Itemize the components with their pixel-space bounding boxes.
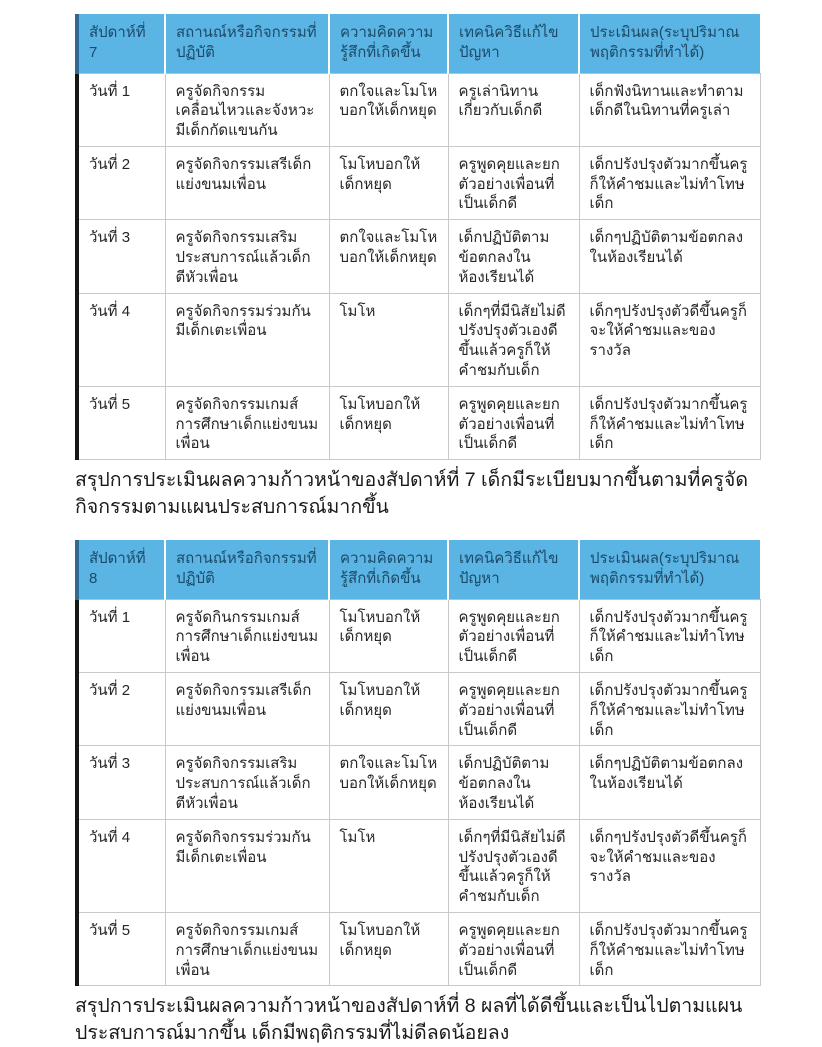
table-row [77, 599, 760, 672]
cell-situation: ครูจัดกิจกรรมเสริมประสบการณ์แล้วเด็กตีหัวเพื่อน [165, 220, 329, 293]
cell-feelings: ตกใจและโมโหบอกให้เด็กหยุด [329, 73, 448, 146]
cell-evaluation: เด็กปรังปรุงตัวมากขึ้นครูก็ให้คำชมและไม่ทำโทษเด็ก [579, 672, 760, 745]
cell-situation: ครูจัดกิจกรรมเกมส์การศึกษาเด็กแย่งขนมเพื่อน [165, 386, 329, 459]
cell-evaluation: เด็กๆปฏิบัติตามข้อตกลงในห้องเรียนได้ [579, 220, 760, 293]
cell-day: วันที่ 3 [77, 746, 165, 819]
cell-feelings: โมโหบอกให้เด็กหยุด [329, 672, 448, 745]
week7-header-week: สัปดาห์ที่ 7 [77, 14, 165, 73]
cell-situation: ครูจัดกิจกรรมเกมส์การศึกษาเด็กแย่งขนมเพื่อน [165, 912, 329, 985]
table-row [77, 819, 760, 912]
table-row [77, 386, 760, 459]
cell-evaluation: เด็กๆปฏิบัติตามข้อตกลงในห้องเรียนได้ [579, 746, 760, 819]
cell-feelings: ตกใจและโมโหบอกให้เด็กหยุด [329, 220, 448, 293]
table-row [77, 672, 760, 745]
cell-evaluation: เด็กปรังปรุงตัวมากขึ้นครูก็ให้คำชมและไม่ทำโทษเด็ก [579, 912, 760, 985]
week8-header-row [77, 540, 760, 599]
cell-situation: ครูจัดกิจกรรมเคลื่อนไหวและจังหวะมีเด็กกัดแขนกัน [165, 73, 329, 146]
cell-technique: ครูพูดคุยและยกตัวอย่างเพื่อนที่เป็นเด็กดี [448, 672, 579, 745]
cell-situation: ครูจัดกิจกรรมร่วมกันมีเด็กเตะเพื่อน [165, 293, 329, 386]
week7-table [75, 14, 761, 460]
cell-feelings: โมโห [329, 819, 448, 912]
cell-day: วันที่ 5 [77, 386, 165, 459]
cell-technique: ครูเล่านิทานเกี่ยวกับเด็กดี [448, 73, 579, 146]
cell-technique: ครูพูดคุยและยกตัวอย่างเพื่อนที่เป็นเด็กดี [448, 599, 579, 672]
cell-evaluation: เด็กปรังปรุงตัวมากขึ้นครูก็ให้คำชมและไม่ทำโทษเด็ก [579, 386, 760, 459]
cell-day: วันที่ 2 [77, 146, 165, 219]
table-row [77, 73, 760, 146]
cell-feelings: ตกใจและโมโหบอกให้เด็กหยุด [329, 746, 448, 819]
week8-header-week: สัปดาห์ที่ 8 [77, 540, 165, 599]
week7-summary: สรุปการประเมินผลความก้าวหน้าของสัปดาห์ที่ 7 เด็กมีระเบียบมากขึ้นตามที่ครูจัดกิจกรรมตามแผนประสบการณ์มากขึ้น [75, 469, 748, 519]
cell-feelings: โมโห [329, 293, 448, 386]
week7-header-technique: เทคนิควิธีแก้ไขปัญหา [448, 14, 579, 73]
cell-situation: ครูจัดกิจกรรมเสริมประสบการณ์แล้วเด็กตีหัวเพื่อน [165, 746, 329, 819]
week7-header-feelings: ความคิดความรู้สึกที่เกิดขึ้น [329, 14, 448, 73]
week8-header-evaluation: ประเมินผล(ระบุปริมาณพฤติกรรมที่ทำได้) [579, 540, 760, 599]
cell-evaluation: เด็กปรังปรุงตัวมากขึ้นครูก็ให้คำชมและไม่ทำโทษเด็ก [579, 599, 760, 672]
cell-evaluation: เด็กๆปรังปรุงตัวดีขึ้นครูก็จะให้คำชมและของรางวัล [579, 819, 760, 912]
cell-technique: ครูพูดคุยและยกตัวอย่างเพื่อนที่เป็นเด็กดี [448, 386, 579, 459]
week7-header-row [77, 14, 760, 73]
cell-day: วันที่ 3 [77, 220, 165, 293]
cell-situation: ครูจัดกิจกรรมร่วมกันมีเด็กเตะเพื่อน [165, 819, 329, 912]
table-row [77, 746, 760, 819]
cell-technique: เด็กปฏิบัติตามข้อตกลงในห้องเรียนได้ [448, 746, 579, 819]
cell-technique: เด็กๆที่มีนิสัยไม่ดีปรังปรุงตัวเองดีขึ้นแล้วครูก็ให้คำชมกับเด็ก [448, 819, 579, 912]
cell-technique: ครูพูดคุยและยกตัวอย่างเพื่อนที่เป็นเด็กดี [448, 146, 579, 219]
cell-day: วันที่ 5 [77, 912, 165, 985]
cell-situation: ครูจัดกิจกรรมเสรีเด็กแย่งขนมเพื่อน [165, 672, 329, 745]
cell-feelings: โมโหบอกให้เด็กหยุด [329, 386, 448, 459]
cell-technique: เด็กปฏิบัติตามข้อตกลงในห้องเรียนได้ [448, 220, 579, 293]
week8-header-technique: เทคนิควิธีแก้ไขปัญหา [448, 540, 579, 599]
table-row [77, 146, 760, 219]
cell-day: วันที่ 4 [77, 293, 165, 386]
cell-evaluation: เด็กปรังปรุงตัวมากขึ้นครูก็ให้คำชมและไม่ทำโทษเด็ก [579, 146, 760, 219]
table-row [77, 220, 760, 293]
week7-header-evaluation: ประเมินผล(ระบุปริมาณพฤติกรรมที่ทำได้) [579, 14, 760, 73]
cell-day: วันที่ 4 [77, 819, 165, 912]
cell-evaluation: เด็กฟังนิทานและทำตามเด็กดีในนิทานที่ครูเล่า [579, 73, 760, 146]
cell-day: วันที่ 1 [77, 599, 165, 672]
week8-table [75, 540, 761, 986]
cell-feelings: โมโหบอกให้เด็กหยุด [329, 146, 448, 219]
cell-day: วันที่ 1 [77, 73, 165, 146]
week8-header-situation: สถานณ์หรือกิจกรรมที่ปฏิบัติ [165, 540, 329, 599]
cell-technique: เด็กๆที่มีนิสัยไม่ดีปรังปรุงตัวเองดีขึ้นแล้วครูก็ให้คำชมกับเด็ก [448, 293, 579, 386]
cell-day: วันที่ 2 [77, 672, 165, 745]
cell-situation: ครูจัดกินกรรมเกมส์การศึกษาเด็กแย่งขนมเพื่อน [165, 599, 329, 672]
cell-evaluation: เด็กๆปรังปรุงตัวดีขึ้นครูก็จะให้คำชมและของรางวัล [579, 293, 760, 386]
cell-situation: ครูจัดกิจกรรมเสรีเด็กแย่งขนมเพื่อน [165, 146, 329, 219]
week7-header-situation: สถานณ์หรือกิจกรรมที่ปฏิบัติ [165, 14, 329, 73]
cell-feelings: โมโหบอกให้เด็กหยุด [329, 912, 448, 985]
cell-technique: ครูพูดคุยและยกตัวอย่างเพื่อนที่เป็นเด็กดี [448, 912, 579, 985]
week8-summary: สรุปการประเมินผลความก้าวหน้าของสัปดาห์ที่ 8 ผลที่ได้ดีขึ้นและเป็นไปตามแผนประสบการณ์มากขึ้น เด็กมีพฤติกรรมที่ไม่ดีลดน้อยลง [75, 995, 743, 1045]
cell-feelings: โมโหบอกให้เด็กหยุด [329, 599, 448, 672]
table-row [77, 912, 760, 985]
table-row [77, 293, 760, 386]
week8-header-feelings: ความคิดความรู้สึกที่เกิดขึ้น [329, 540, 448, 599]
